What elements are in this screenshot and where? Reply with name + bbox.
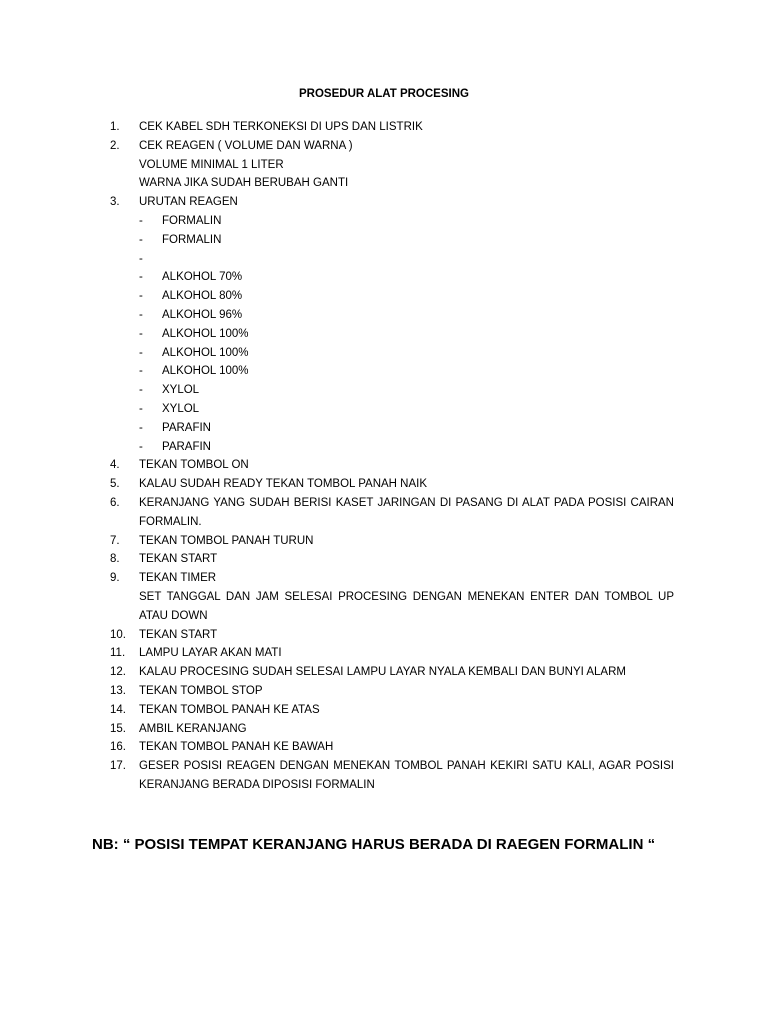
reagent-name: XYLOL <box>162 402 200 415</box>
reagent-item <box>0 287 768 306</box>
list-item <box>0 757 768 776</box>
reagent-item <box>0 381 768 400</box>
reagent-name: ALKOHOL 96% <box>162 308 243 321</box>
list-item-number: 9. <box>110 572 120 585</box>
list-item-number: 14. <box>110 703 126 716</box>
list-item-number: 6. <box>110 496 120 509</box>
continuation-text: WARNA JIKA SUDAH BERUBAH GANTI <box>139 177 349 190</box>
list-item-number: 13. <box>110 684 126 697</box>
note-text: NB: “ POSISI TEMPAT KERANJANG HARUS BERADA DI RAEGEN FORMALIN “ <box>92 836 656 853</box>
list-item-number: 4. <box>110 459 120 472</box>
list-item-continuation <box>0 513 768 532</box>
dash-bullet: - <box>139 308 143 321</box>
list-item-text: TEKAN TOMBOL STOP <box>139 684 263 697</box>
reagent-name: XYLOL <box>162 384 200 397</box>
dash-bullet: - <box>139 384 143 397</box>
list-item-text: TEKAN TIMER <box>139 572 217 585</box>
reagent-item <box>0 268 768 287</box>
list-item <box>0 494 768 513</box>
reagent-item <box>0 419 768 438</box>
list-item-text: TEKAN START <box>139 553 218 566</box>
continuation-text: ATAU DOWN <box>139 609 208 622</box>
continuation-text: SET TANGGAL DAN JAM SELESAI PROCESING DENGAN MENEKAN ENTER DAN TOMBOL UP <box>139 590 674 603</box>
list-item-continuation <box>0 776 768 795</box>
list-item-number: 3. <box>110 196 120 209</box>
list-item <box>0 475 768 494</box>
list-item <box>0 456 768 475</box>
reagent-item <box>0 250 768 269</box>
list-item <box>0 738 768 757</box>
list-item <box>0 569 768 588</box>
list-item-text: URUTAN REAGEN <box>139 196 238 209</box>
reagent-item <box>0 362 768 381</box>
reagent-item <box>0 306 768 325</box>
reagent-item <box>0 344 768 363</box>
reagent-name: ALKOHOL 100% <box>162 346 249 359</box>
list-item-number: 2. <box>110 139 120 152</box>
reagent-name: PARAFIN <box>162 421 211 434</box>
dash-bullet: - <box>139 365 143 378</box>
list-item-number: 10. <box>110 628 126 641</box>
reagent-name: ALKOHOL 70% <box>162 271 243 284</box>
list-item <box>0 682 768 701</box>
reagent-item <box>0 325 768 344</box>
list-item <box>0 644 768 663</box>
continuation-text: VOLUME MINIMAL 1 LITER <box>139 158 284 171</box>
reagent-name: ALKOHOL 100% <box>162 365 249 378</box>
list-item-number: 15. <box>110 722 126 735</box>
procedure-list <box>0 118 768 795</box>
list-item-text: CEK REAGEN ( VOLUME DAN WARNA ) <box>139 139 353 152</box>
list-item-number: 1. <box>110 121 120 133</box>
reagent-name: ALKOHOL 80% <box>162 290 243 303</box>
list-item <box>0 532 768 551</box>
list-item-text: AMBIL KERANJANG <box>139 722 247 735</box>
continuation-text: FORMALIN. <box>139 515 202 528</box>
dash-bullet: - <box>139 233 143 246</box>
list-item <box>0 701 768 720</box>
list-item-text: GESER POSISI REAGEN DENGAN MENEKAN TOMBOL PANAH KEKIRI SATU KALI, AGAR POSISI <box>139 760 674 773</box>
dash-bullet: - <box>139 402 143 415</box>
list-item-text: TEKAN START <box>139 628 218 641</box>
dash-bullet: - <box>139 421 143 434</box>
continuation-text: KERANJANG BERADA DIPOSISI FORMALIN <box>139 778 375 791</box>
document-title: PROSEDUR ALAT PROCESING <box>299 88 469 100</box>
list-item-text: KERANJANG YANG SUDAH BERISI KASET JARINGAN DI PASANG DI ALAT PADA POSISI CAIRAN <box>139 496 674 509</box>
list-item-number: 7. <box>110 534 120 547</box>
list-item-number: 8. <box>110 553 120 566</box>
reagent-item <box>0 212 768 231</box>
list-item <box>0 550 768 569</box>
list-item <box>0 137 768 156</box>
list-item-continuation <box>0 174 768 193</box>
list-item-number: 11. <box>110 647 126 660</box>
reagent-item <box>0 231 768 250</box>
list-item-text: KALAU PROCESING SUDAH SELESAI LAMPU LAYAR NYALA KEMBALI DAN BUNYI ALARM <box>139 666 626 679</box>
list-item-text: TEKAN TOMBOL PANAH KE ATAS <box>139 703 320 716</box>
list-item-number: 16. <box>110 741 126 754</box>
dash-bullet: - <box>139 252 143 265</box>
list-item-text: TEKAN TOMBOL PANAH KE BAWAH <box>139 741 334 754</box>
reagent-name: FORMALIN <box>162 214 222 227</box>
list-item-text: CEK KABEL SDH TERKONEKSI DI UPS DAN LISTRIK <box>139 121 423 133</box>
list-item <box>0 193 768 212</box>
reagent-name: PARAFIN <box>162 440 211 453</box>
dash-bullet: - <box>139 327 143 340</box>
list-item <box>0 118 768 137</box>
list-item <box>0 720 768 739</box>
reagent-item <box>0 400 768 419</box>
dash-bullet: - <box>139 271 143 284</box>
list-item-number: 12. <box>110 666 126 679</box>
list-item-number: 5. <box>110 478 120 491</box>
dash-bullet: - <box>139 214 143 227</box>
list-item <box>0 626 768 645</box>
dash-bullet: - <box>139 440 143 453</box>
reagent-item <box>0 438 768 457</box>
dash-bullet: - <box>139 346 143 359</box>
dash-bullet: - <box>139 290 143 303</box>
list-item <box>0 663 768 682</box>
list-item-number: 17. <box>110 760 126 773</box>
list-item-continuation <box>0 156 768 175</box>
list-item-text: LAMPU LAYAR AKAN MATI <box>139 647 282 660</box>
list-item-text: TEKAN TOMBOL ON <box>139 459 249 472</box>
list-item-text: TEKAN TOMBOL PANAH TURUN <box>139 534 314 547</box>
reagent-name: FORMALIN <box>162 233 222 246</box>
list-item-continuation <box>0 588 768 607</box>
list-item-text: KALAU SUDAH READY TEKAN TOMBOL PANAH NAIK <box>139 478 428 491</box>
list-item-continuation <box>0 607 768 626</box>
reagent-name: ALKOHOL 100% <box>162 327 249 340</box>
